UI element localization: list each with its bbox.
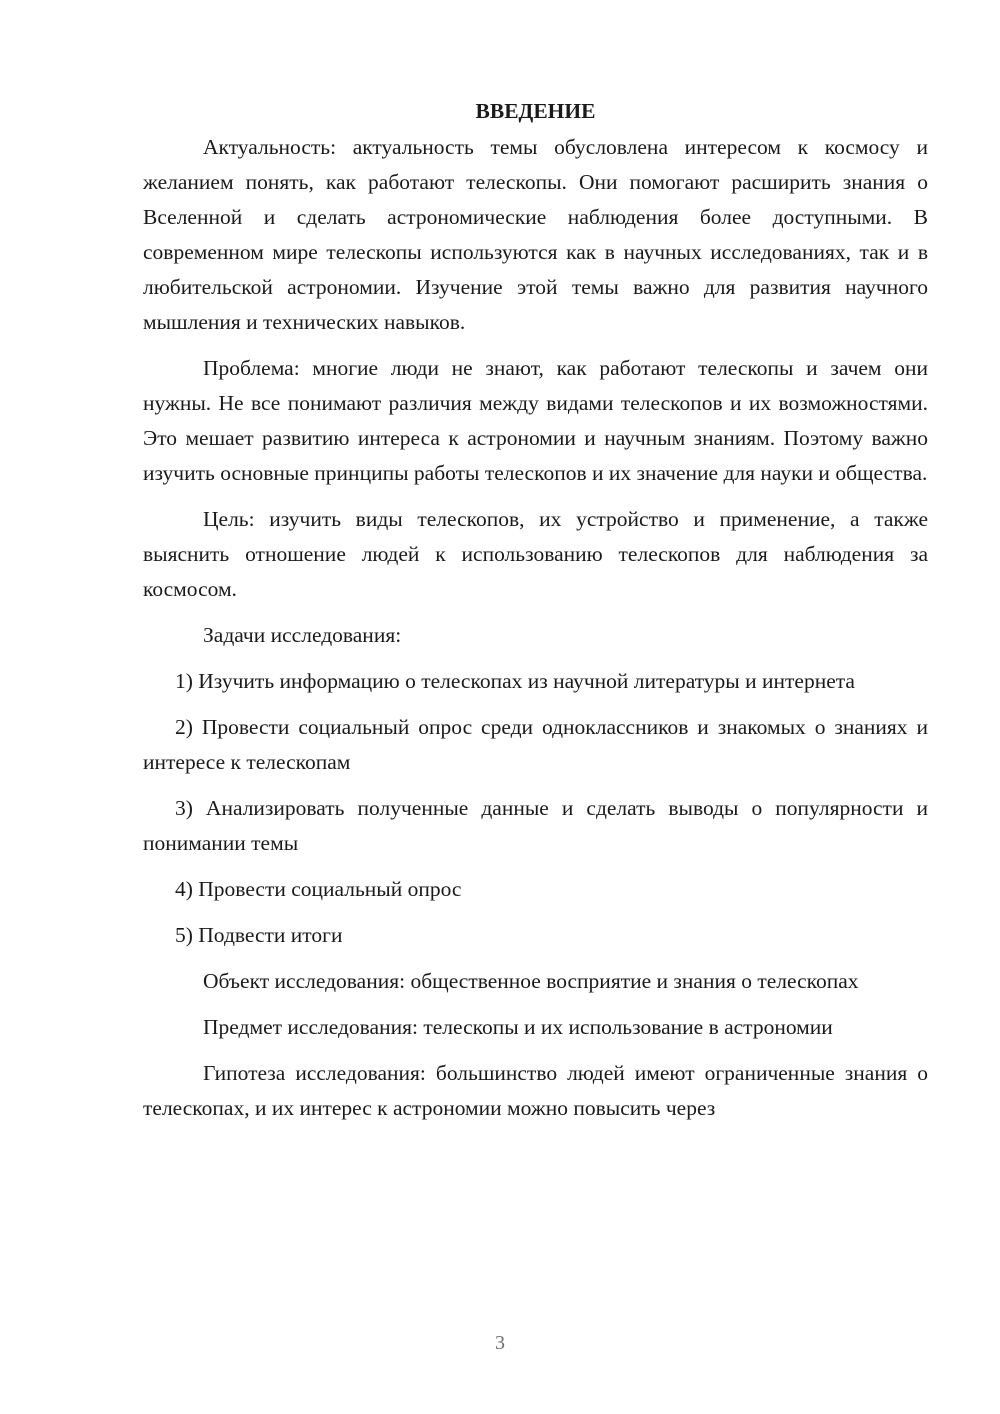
paragraph-problem: Проблема: многие люди не знают, как работают телескопы и зачем они нужны. Не все понимают различия между видами телескопов и их возможностями. Это мешает развитию интереса к астрономии и научным знаниям. Поэтому важно изучить основные принципы работы телескопов и их значение для науки и общества.: [143, 356, 928, 485]
paragraph-goal: Цель: изучить виды телескопов, их устройство и применение, а также выяснить отношение людей к использованию телескопов для наблюдения за космосом.: [143, 507, 928, 601]
task-item-5: 5) Подвести итоги: [175, 923, 343, 947]
paragraph-hypothesis: Гипотеза исследования: большинство людей имеют ограниченные знания о телескопах, и их интерес к астрономии можно повысить через: [143, 1061, 928, 1120]
task-item-3: 3) Анализировать полученные данные и сделать выводы о популярности и понимании темы: [143, 796, 928, 855]
tasks-heading: Задачи исследования:: [203, 623, 402, 647]
section-title: ВВЕДЕНИЕ: [475, 99, 596, 123]
task-item-1: 1) Изучить информацию о телескопах из научной литературы и интернета: [175, 669, 855, 693]
task-item-2: 2) Провести социальный опрос среди одноклассников и знакомых о знаниях и интересе к телескопам: [143, 715, 928, 774]
paragraph-subject: Предмет исследования: телескопы и их использование в астрономии: [203, 1015, 833, 1039]
task-item-4: 4) Провести социальный опрос: [175, 877, 462, 901]
document-page: [143, 95, 928, 1137]
paragraph-relevance: Актуальность: актуальность темы обусловлена интересом к космосу и желанием понять, как работают телескопы. Они помогают расширить знания о Вселенной и сделать астрономические наблюдения более доступными. В современном мире телескопы используются как в научных исследованиях, так и в любительской астрономии. Изучение этой темы важно для развития научного мышления и технических навыков.: [143, 135, 928, 334]
page-number: 3: [495, 1332, 505, 1354]
paragraph-object: Объект исследования: общественное восприятие и знания о телескопах: [203, 969, 859, 993]
